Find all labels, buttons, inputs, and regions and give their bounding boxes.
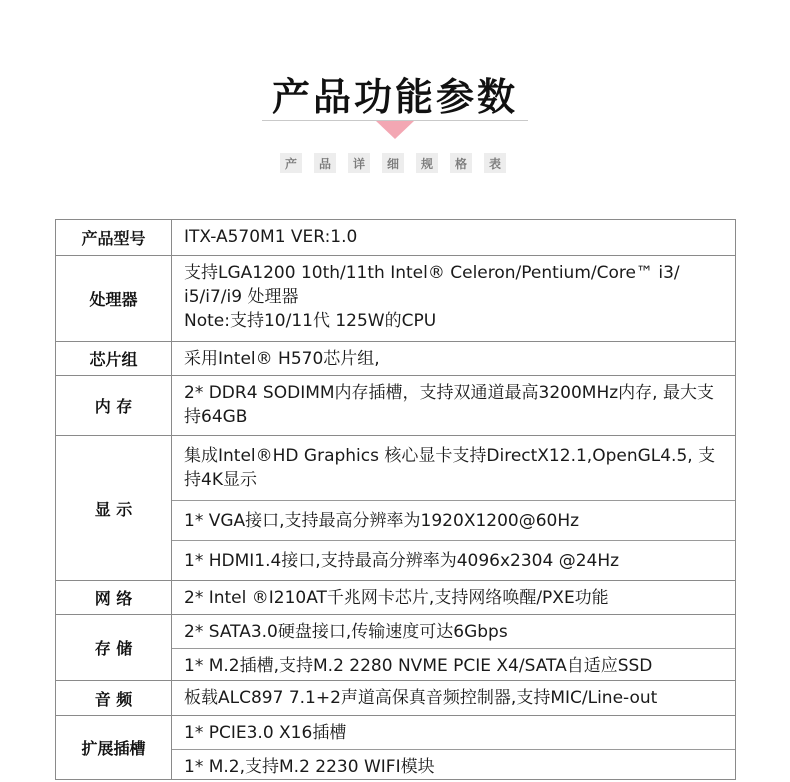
spec-values: [172, 681, 736, 716]
spec-values: [172, 220, 736, 256]
subtitle-char: 规: [416, 153, 438, 173]
subtitle-char: 产: [280, 153, 302, 173]
spec-row-storage: [56, 615, 736, 681]
spec-value: 1* M.2,支持M.2 2230 WIFI模块: [172, 749, 735, 779]
subtitle-char: 格: [450, 153, 472, 173]
spec-label: 处理器: [56, 256, 172, 342]
spec-value: 1* PCIE3.0 X16插槽: [184, 723, 347, 743]
spec-row-network: [56, 581, 736, 615]
spec-row-cpu: [56, 256, 736, 342]
spec-value: ITX-A570M1 VER:1.0: [184, 227, 358, 247]
spec-row-audio: [56, 681, 736, 716]
spec-value: 2* Intel ®I210AT千兆网卡芯片,支持网络唤醒/PXE功能: [184, 588, 609, 608]
spec-value: 支持LGA1200 10th/11th Intel® Celeron/Pentium/Core™ i3/ i5/i7/i9 处理器 Note:支持10/11代 125W的CPU: [184, 263, 680, 331]
title-triangle-marker: [376, 121, 414, 139]
subtitle-char: 表: [484, 153, 506, 173]
spec-label: 网 络: [56, 581, 172, 615]
subtitle-char: 品: [314, 153, 336, 173]
spec-row-display: [56, 436, 736, 581]
spec-values: [172, 342, 736, 376]
spec-value: 集成Intel®HD Graphics 核心显卡支持DirectX12.1,OpenGL4.5, 支持4K显示: [184, 446, 716, 490]
spec-value: 采用Intel® H570芯片组,: [184, 349, 380, 369]
spec-value: 1* HDMI1.4接口,支持最高分辨率为4096x2304 @24Hz: [172, 540, 735, 580]
spec-value: 板载ALC897 7.1+2声道高保真音频控制器,支持MIC/Line-out: [184, 688, 658, 708]
spec-values: [172, 256, 736, 342]
subtitle-chips: [280, 153, 506, 173]
spec-row-expansion: [56, 716, 736, 780]
spec-row-model: [56, 220, 736, 256]
spec-label: 内 存: [56, 376, 172, 436]
spec-label: 产品型号: [56, 220, 172, 256]
spec-table: [55, 219, 736, 780]
subtitle-char: 细: [382, 153, 404, 173]
spec-values: [172, 436, 736, 581]
spec-label: 芯片组: [56, 342, 172, 376]
spec-values: [172, 376, 736, 436]
spec-label: 显 示: [56, 436, 172, 581]
spec-value: 2* SATA3.0硬盘接口,传输速度可达6Gbps: [184, 622, 508, 642]
spec-value: 2* DDR4 SODIMM内存插槽，支持双通道最高3200MHz内存, 最大支持64GB: [184, 383, 714, 427]
spec-label: 存 储: [56, 615, 172, 681]
spec-row-chipset: [56, 342, 736, 376]
spec-label: 扩展插槽: [56, 716, 172, 780]
spec-value: 1* M.2插槽,支持M.2 2280 NVME PCIE X4/SATA自适应SSD: [172, 648, 735, 680]
subtitle-char: 详: [348, 153, 370, 173]
page-title: 产品功能参数: [271, 75, 518, 119]
spec-value: 1* VGA接口,支持最高分辨率为1920X1200@60Hz: [172, 500, 735, 540]
spec-values: [172, 615, 736, 681]
spec-values: [172, 716, 736, 780]
spec-values: [172, 581, 736, 615]
spec-label: 音 频: [56, 681, 172, 716]
spec-row-memory: [56, 376, 736, 436]
